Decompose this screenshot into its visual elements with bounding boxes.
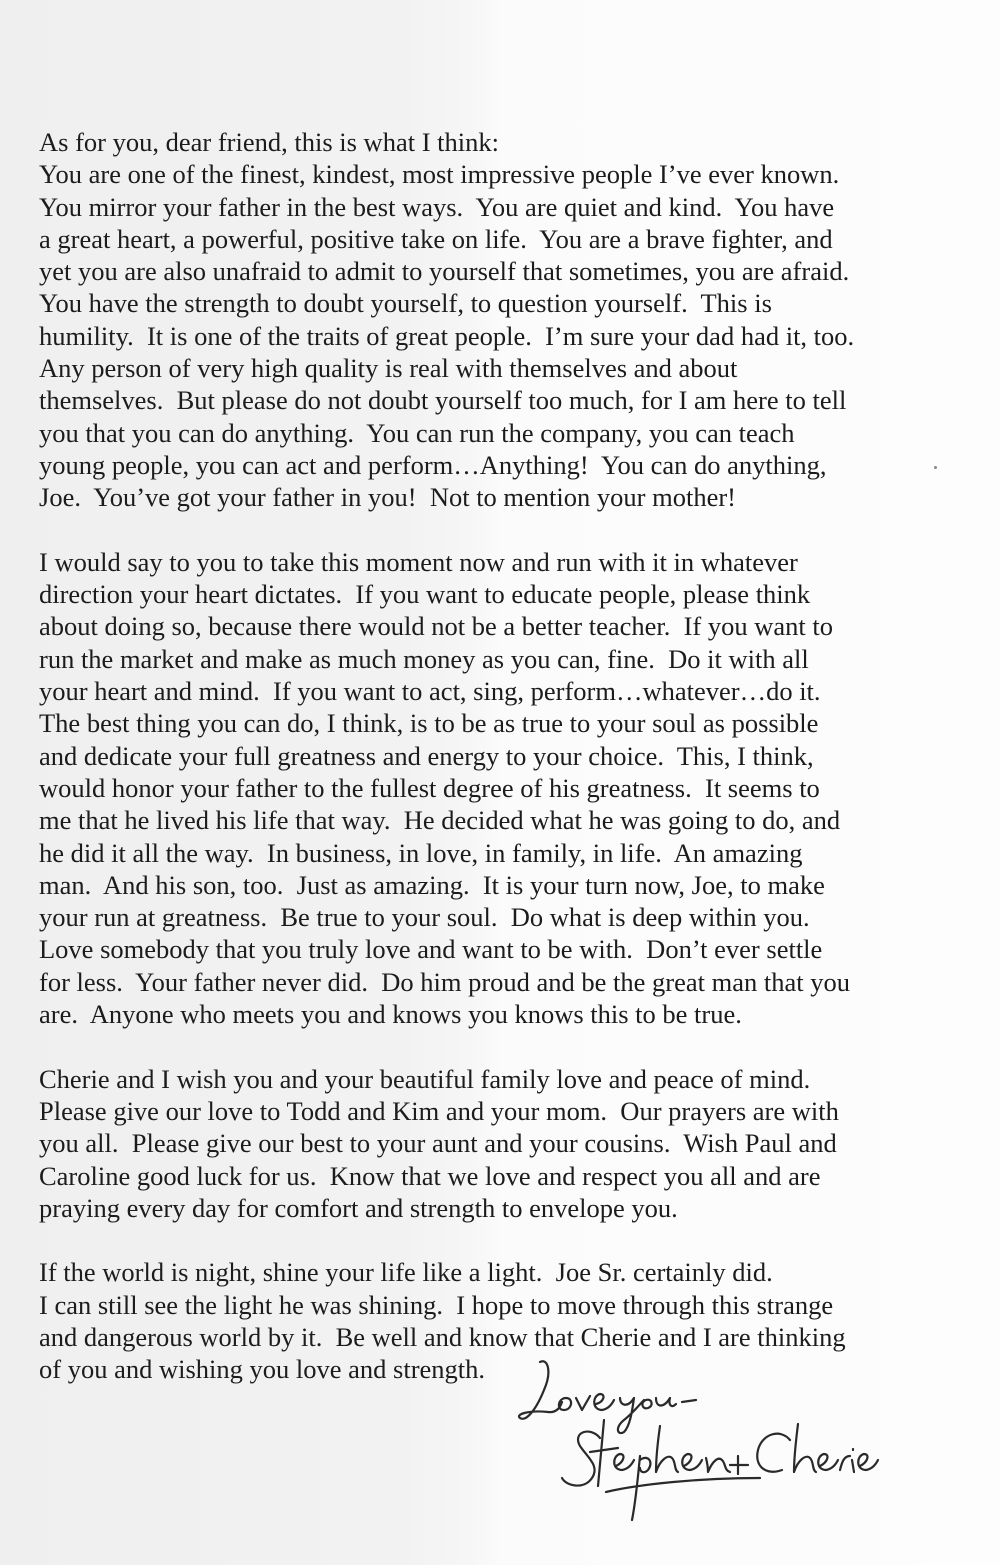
text-line: of you and wishing you love and strength.: [39, 1354, 486, 1385]
text-line: direction your heart dictates. If you want to educate people, please think: [39, 579, 811, 610]
text-line: I would say to you to take this moment now and run with it in whatever: [39, 546, 798, 577]
text-line: you all. Please give our best to your aunt and your cousins. Wish Paul and: [39, 1128, 837, 1159]
text-line: Please give our love to Todd and Kim and your mom. Our prayers are with: [39, 1095, 839, 1126]
text-line: Love somebody that you truly love and want to be with. Don’t ever settle: [39, 934, 823, 965]
text-line: your heart and mind. If you want to act, sing, perform…whatever…do it.: [39, 676, 821, 707]
text-line: you that you can do anything. You can run the company, you can teach: [39, 417, 795, 448]
text-line: man. And his son, too. Just as amazing. It is your turn now, Joe, to make: [39, 869, 825, 900]
text-line: young people, you can act and perform…Anything! You can do anything,: [39, 449, 827, 480]
text-line: Any person of very high quality is real with themselves and about: [39, 353, 738, 384]
letter-paragraph: [39, 126, 989, 514]
paragraph-gap: [39, 514, 989, 546]
text-line: As for you, dear friend, this is what I think:: [39, 127, 499, 157]
text-line: You are one of the finest, kindest, most impressive people I’ve ever known.: [39, 159, 840, 190]
letter-paragraph: [39, 1063, 989, 1224]
text-line: for less. Your father never did. Do him proud and be the great man that you: [39, 966, 851, 997]
text-line: humility. It is one of the traits of great people. I’m sure your dad had it, too.: [39, 320, 855, 351]
text-line: The best thing you can do, I think, is to be as true to your soul as possible: [39, 708, 819, 739]
text-line: praying every day for comfort and strength to envelope you.: [39, 1192, 678, 1223]
text-line: would honor your father to the fullest degree of his greatness. It seems to: [39, 772, 820, 803]
text-line: If the world is night, shine your life like a light. Joe Sr. certainly did.: [39, 1257, 773, 1288]
text-line: are. Anyone who meets you and knows you knows this to be true.: [39, 999, 742, 1030]
text-line: yet you are also unafraid to admit to yourself that sometimes, you are afraid.: [39, 256, 850, 287]
text-line: themselves. But please do not doubt yourself too much, for I am here to tell: [39, 385, 847, 416]
paragraph-gap: [39, 1224, 989, 1256]
text-line: I can still see the light he was shining. I hope to move through this strange: [39, 1289, 834, 1320]
letter-paragraph: [39, 546, 989, 1030]
text-line: and dangerous world by it. Be well and know that Cherie and I are thinking: [39, 1321, 846, 1352]
text-line: and dedicate your full greatness and energy to your choice. This, I think,: [39, 740, 814, 771]
text-line: Caroline good luck for us. Know that we love and respect you all and are: [39, 1160, 821, 1191]
text-line: You mirror your father in the best ways. You are quiet and kind. You have: [39, 191, 835, 222]
text-line: about doing so, because there would not be a better teacher. If you want to: [39, 611, 834, 642]
letter-body: [39, 126, 989, 1386]
text-line: your run at greatness. Be true to your soul. Do what is deep within you.: [39, 902, 810, 933]
scan-speck: [934, 466, 937, 469]
paragraph-gap: [39, 1030, 989, 1062]
text-line: a great heart, a powerful, positive take on life. You are a brave fighter, and: [39, 223, 833, 254]
text-line: he did it all the way. In business, in love, in family, in life. An amazing: [39, 837, 803, 868]
text-line: run the market and make as much money as you can, fine. Do it with all: [39, 643, 809, 674]
text-line: You have the strength to doubt yourself, to question yourself. This is: [39, 288, 772, 319]
text-line: me that he lived his life that way. He decided what he was going to do, and: [39, 805, 841, 836]
text-line: Cherie and I wish you and your beautiful family love and peace of mind.: [39, 1063, 811, 1094]
text-line: Joe. You’ve got your father in you! Not to mention your mother!: [39, 482, 736, 513]
letter-paragraph: [39, 1256, 989, 1385]
